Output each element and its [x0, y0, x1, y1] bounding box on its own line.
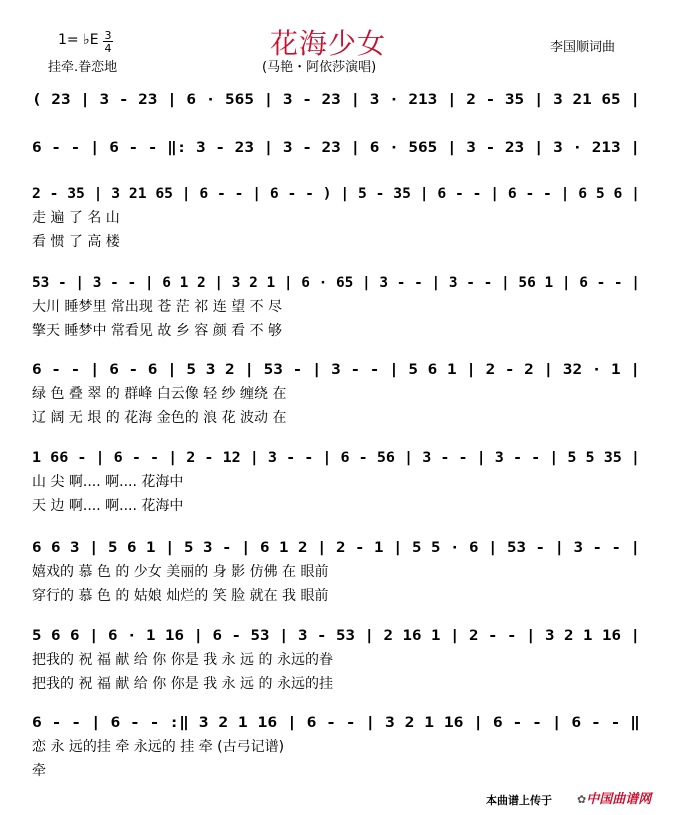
- lyric-line: 恋 永 远的挂 牵 永远的 挂 牵 (古弓记谱): [32, 739, 285, 755]
- lyric-line: 绿 色 叠 翠 的 群峰 白云像 轻 纱 缠绕 在: [32, 386, 287, 402]
- notation-line: 53 - | 3 - - | 6 1 2 | 3 2 1 | 6 · 65 | 3 - - | 3 - - | 56 1 | 6 - - |: [32, 275, 640, 291]
- lyric-line: 天 边 啊.... 啊.... 花海中: [32, 498, 184, 514]
- performer-credit: (马艳・阿依莎演唱): [262, 60, 377, 75]
- lyric-line: 把我的 祝 福 献 给 你 你是 我 永 远 的 永远的挂: [32, 676, 333, 692]
- song-title: 花海少女: [270, 27, 387, 60]
- notation-line: 2 - 35 | 3 21 65 | 6 - - | 6 - - ) | 5 - 35 | 6 - - | 6 - - | 6 5 6 |: [32, 186, 640, 202]
- upload-note: 本曲谱上传于: [486, 794, 552, 807]
- notation-line: 6 6 3 | 5 6 1 | 5 3 - | 6 1 2 | 2 - 1 | 5 5 · 6 | 53 - | 3 - - |: [32, 540, 640, 556]
- lyric-line: 牵: [32, 763, 46, 779]
- lyric-line: 大川 睡梦里 常出现 苍 茫 祁 连 望 不 尽: [32, 299, 283, 315]
- lyric-line: 辽 阔 无 垠 的 花海 金色的 浪 花 波动 在: [32, 410, 287, 426]
- lyric-line: 山 尖 啊.... 啊.... 花海中: [32, 474, 184, 490]
- logo-text: 中国曲谱网: [586, 792, 652, 807]
- notation-line: ( 23 | 3 - 23 | 6 · 565 | 3 - 23 | 3 · 213 | 2 - 35 | 3 21 65 |: [32, 92, 640, 108]
- composer-credit: 李国顺词曲: [550, 40, 616, 55]
- lyric-line: 走 遍 了 名 山: [32, 210, 120, 226]
- notation-line: 6 - - | 6 - 6 | 5 3 2 | 53 - | 3 - - | 5 6 1 | 2 - 2 | 32 · 1 |: [32, 362, 640, 378]
- lyric-line: 穿行的 慕 色 的 姑娘 灿烂的 笑 脸 就在 我 眼前: [32, 588, 329, 604]
- notation-line: 1 66 - | 6 - - | 2 - 12 | 3 - - | 6 - 56 | 3 - - | 3 - - | 5 5 35 |: [32, 450, 640, 466]
- notation-line: 6 - - | 6 - - ‖: 3 - 23 | 3 - 23 | 6 · 565 | 3 - 23 | 3 · 213 |: [32, 140, 640, 156]
- expression-marking: 挂牵.眷恋地: [48, 60, 118, 75]
- meter-top: 3: [104, 29, 112, 42]
- lyric-line: 看 惯 了 高 楼: [32, 234, 120, 250]
- lyric-line: 把我的 祝 福 献 给 你 你是 我 永 远 的 永远的眷: [32, 652, 333, 668]
- meter-bottom: 4: [104, 42, 112, 55]
- notation-line: 6 - - | 6 - - :‖ 3 2 1 16 | 6 - - | 3 2 1 16 | 6 - - | 6 - - ‖: [32, 715, 640, 731]
- score-systems: [32, 92, 640, 779]
- logo-flower-icon: ✿: [577, 793, 587, 806]
- lyric-line: 擎天 睡梦中 常看见 故 乡 容 颜 看 不 够: [32, 323, 283, 339]
- lyric-line: 嬉戏的 慕 色 的 少女 美丽的 身 影 仿佛 在 眼前: [32, 564, 329, 580]
- site-logo[interactable]: [577, 788, 651, 807]
- key-signature: 1= ♭E: [58, 32, 99, 48]
- notation-line: 5 6 6 | 6 · 1 16 | 6 - 53 | 3 - 53 | 2 16 1 | 2 - - | 3 2 1 16 |: [32, 628, 640, 644]
